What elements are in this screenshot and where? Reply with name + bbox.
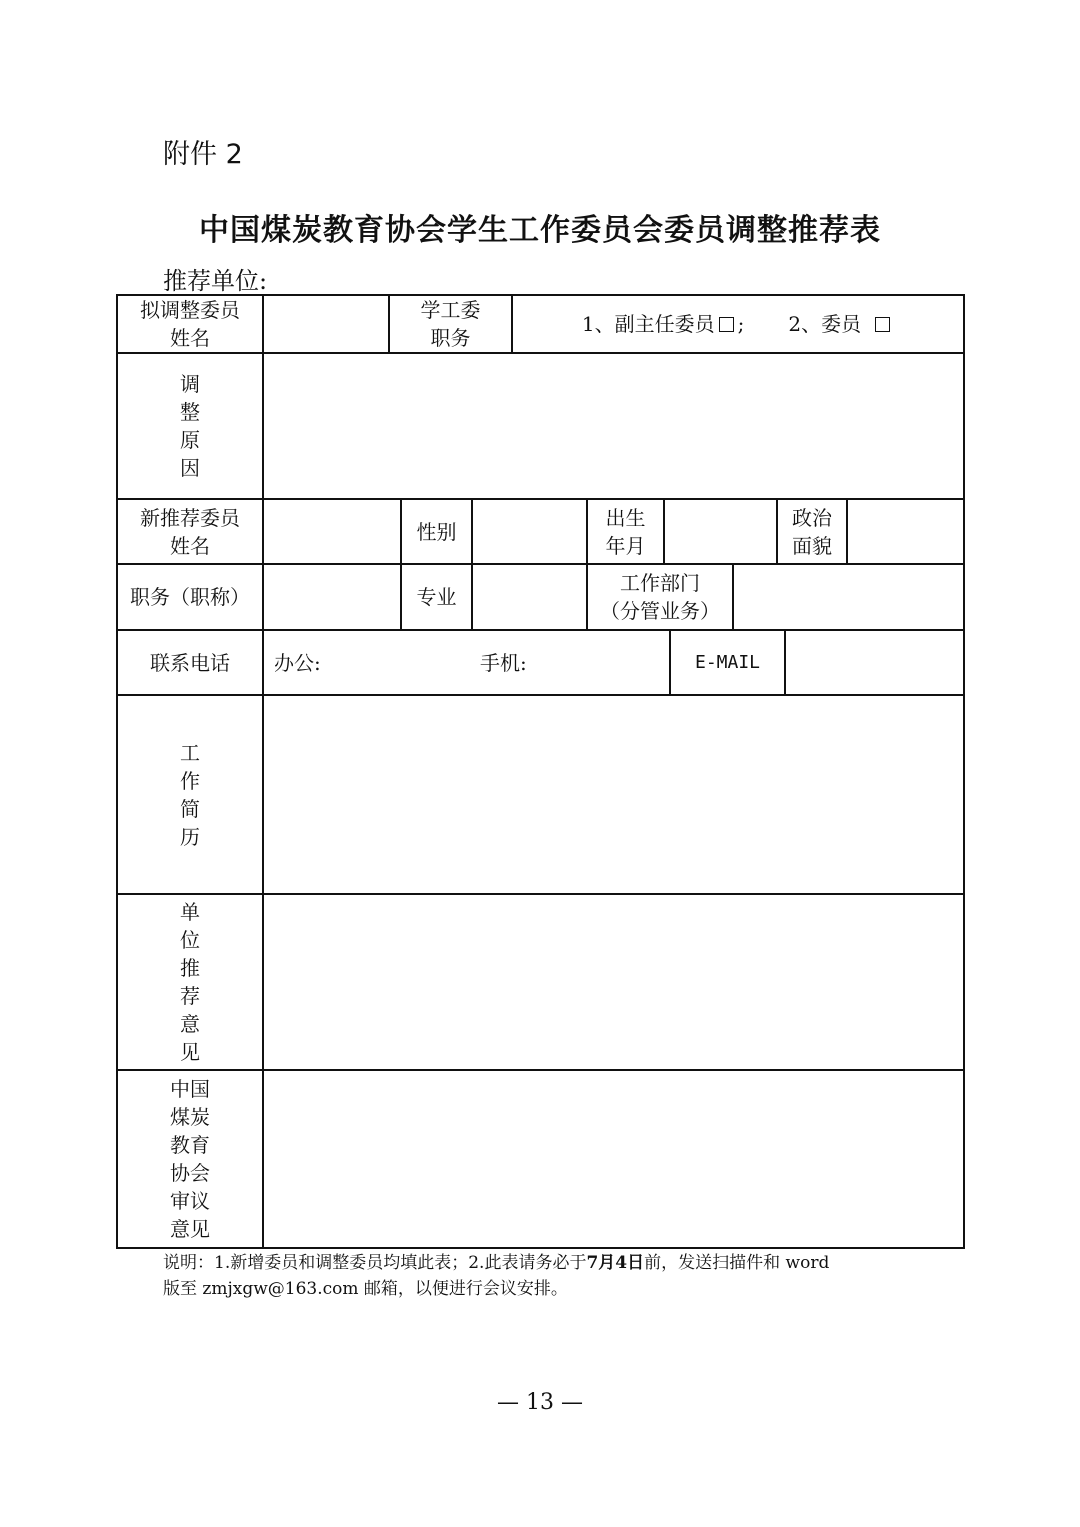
political-status-label: 政治 面貌	[792, 505, 832, 558]
recommending-unit-label: 推荐单位:	[163, 267, 268, 295]
work-department-field[interactable]	[734, 565, 963, 629]
position-title-field[interactable]	[264, 565, 400, 629]
contact-phone-label: 联系电话	[150, 650, 230, 675]
office-phone-label[interactable]: 办公:	[274, 650, 321, 675]
adjust-reason-label: 调 整 原 因	[180, 372, 200, 480]
checkbox-member[interactable]	[875, 317, 890, 332]
new-member-name-field[interactable]	[264, 500, 400, 563]
mobile-phone-label[interactable]: 手机:	[480, 650, 527, 675]
attachment-label: 附件 2	[163, 139, 243, 170]
note-text-email: 版至 zmjxgw@163.com 邮箱，以便进行会议安排。	[163, 1279, 568, 1299]
birth-date-label: 出生 年月	[605, 505, 646, 558]
association-review-label: 中国 煤炭 教育 协会 审议 意见	[170, 1077, 210, 1241]
form-title: 中国煤炭教育协会学生工作委员会委员调整推荐表	[199, 213, 881, 248]
gender-field[interactable]	[473, 500, 586, 563]
unit-recommendation-label: 单 位 推 荐 意 见	[180, 900, 200, 1064]
gender-label: 性别	[416, 519, 457, 544]
form-instructions	[163, 1250, 923, 1302]
birth-date-field[interactable]	[665, 500, 776, 563]
work-resume-field[interactable]	[264, 696, 963, 893]
position-title-label: 职务（职称）	[130, 585, 250, 609]
note-text: 前，发送扫描件和 word	[644, 1253, 830, 1273]
adjust-member-name-label: 拟调整委员 姓名	[140, 298, 240, 350]
political-status-field[interactable]	[848, 500, 963, 563]
checkbox-vice-chair[interactable]	[719, 317, 734, 332]
major-field[interactable]	[473, 565, 586, 629]
duty-options	[513, 296, 963, 352]
option-member-label: 2、委员	[788, 312, 862, 336]
work-resume-label: 工 作 简 历	[180, 740, 200, 849]
recommendation-form-table	[116, 294, 965, 1249]
email-field[interactable]	[786, 631, 963, 694]
page-number: — 13 —	[497, 1390, 583, 1415]
adjust-reason-field[interactable]	[264, 354, 963, 498]
option-vice-chair-label: 1、副主任委员	[581, 312, 715, 336]
association-review-field[interactable]	[264, 1071, 963, 1247]
adjust-member-name-field[interactable]	[264, 296, 388, 352]
note-deadline: 7月4日	[586, 1253, 645, 1273]
work-department-label: 工作部门 （分管业务）	[600, 571, 720, 623]
unit-recommendation-field[interactable]	[264, 895, 963, 1069]
committee-duty-label: 学工委 职务	[420, 298, 481, 350]
note-text: 说明：1.新增委员和调整委员均填此表；2.此表请务必于	[163, 1253, 587, 1273]
new-member-name-label: 新推荐委员 姓名	[140, 505, 240, 558]
email-label: E-MAIL	[694, 651, 761, 673]
option-separator: ;	[737, 312, 745, 336]
major-label: 专业	[416, 585, 457, 609]
